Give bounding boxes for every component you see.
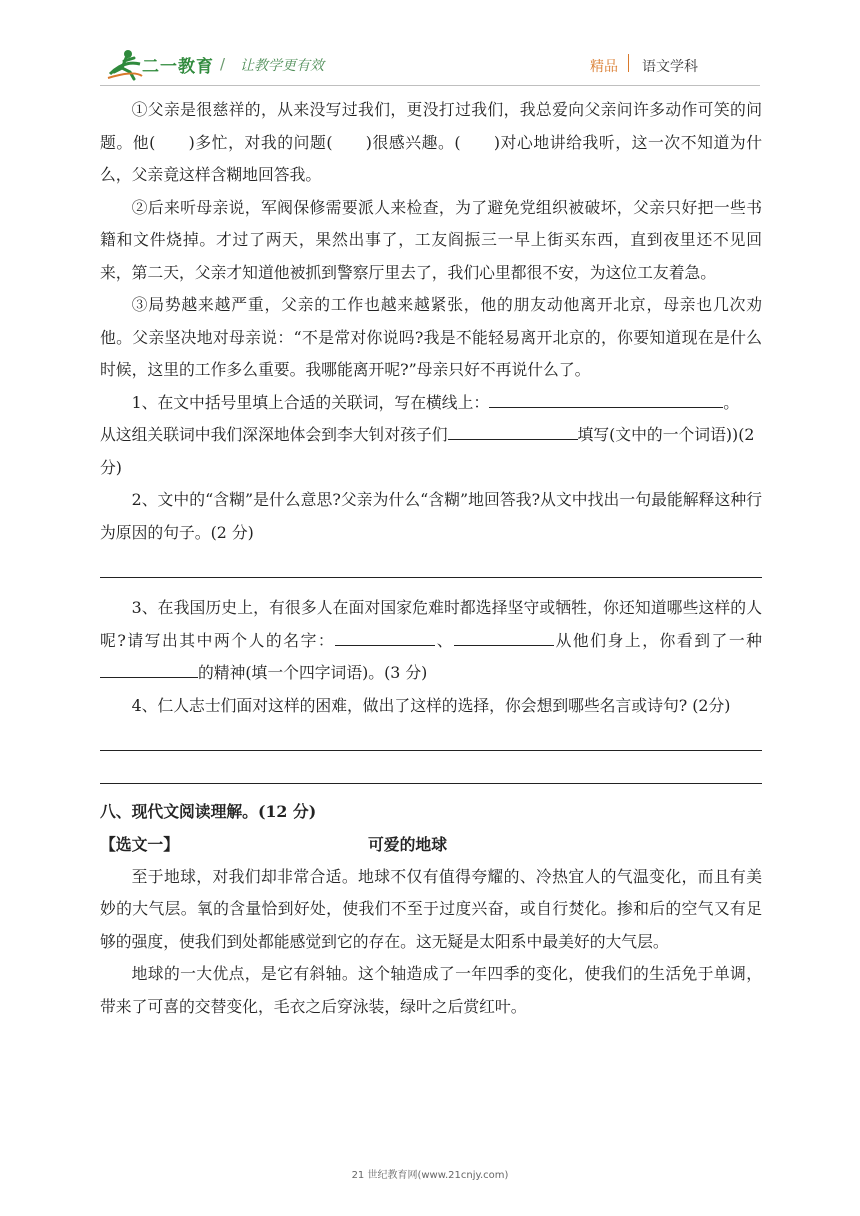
article-paragraph-1: 至于地球，对我们却非常合适。地球不仅有值得夸耀的、冷热宜人的气温变化，而且有美妙的大气层。氧的含量恰到好处，使我们不至于过度兴奋，或自行焚化。掺和后的空气又有足够的强度，使我们到处都能感觉到它的存在。这无疑是太阳系中最美好的大气层。 xyxy=(100,866,762,951)
question-3-text-b: 、 xyxy=(435,630,455,650)
subject-tag: 语文学科 xyxy=(642,59,698,75)
page-header xyxy=(0,0,860,92)
question-3-text-a: 3、在我国历史上，有很多人在面对国家危难时都选择坚守或牺牲，你还知道哪些这样的人呢?请写出其中两个人的名字： xyxy=(100,598,762,650)
article-label: 【选文一】 xyxy=(100,834,179,854)
passage-paragraph-3: ③局势越来越严重，父亲的工作也越来越紧张，他的朋友动他离开北京，母亲也几次劝他。父亲坚决地对母亲说：“不是常对你说吗?我是不能轻易离开北京的，你要知道现在是什么时候，这里的工作多么重要。我哪能离开呢?”母亲只好不再说什么了。 xyxy=(100,295,762,379)
page-footer: 21 世纪教育网(www.21cnjy.com) xyxy=(351,1170,509,1181)
passage-paragraph-1: ①父亲是很慈祥的，从来没写过我们，更没打过我们，我总爱向父亲问许多动作可笑的问题。他( )多忙，对我的问题( )很感兴趣。( )对心地讲给我听，这一次不知道为什么，父亲竟这样含糊地回答我。 xyxy=(100,100,762,184)
question-1-text-d: 填写(文中的一个词语))(2 分) xyxy=(100,425,755,477)
answer-blank-name-2[interactable] xyxy=(454,627,554,646)
passage-paragraph-2: ②后来听母亲说，军阀保修需要派人来检查，为了避免党组织被破坏，父亲只好把一些书籍和文件烧掉。才过了两天，果然出事了，工友阎振三一早上街买东西，直到夜里还不见回来，第二天，父亲才知道他被抓到警察厅里去了，我们心里都很不安，为这位工友着急。 xyxy=(100,197,762,282)
question-1 xyxy=(100,387,762,420)
question-3-text-c: 从他们身上，你看到了一种 xyxy=(554,630,762,650)
header-slogan: 让教学更有效 xyxy=(240,58,324,74)
document-body xyxy=(100,94,762,1023)
article-paragraph-2: 地球的一大优点，是它有斜轴。这个轴造成了一年四季的变化，使我们的生活免于单调，带来了可喜的交替变化，毛衣之后穿泳装，绿叶之后赏红叶。 xyxy=(100,964,762,1016)
header-rule xyxy=(100,85,760,86)
section-8-title: 八、现代文阅读理解。(12 分) xyxy=(100,802,317,821)
question-1-text-c: 从这组关联词中我们深深地体会到李大钊对孩子们 xyxy=(100,425,448,444)
question-2: 2、文中的“含糊”是什么意思?父亲为什么“含糊”地回答我?从文中找出一句最能解释这种行为原因的句子。(2 分) xyxy=(100,490,762,542)
answer-blank-2[interactable] xyxy=(448,421,578,440)
header-slash: / xyxy=(220,55,226,73)
article-title: 可爱的地球 xyxy=(368,834,447,854)
question-1-continued xyxy=(100,419,762,484)
header-divider xyxy=(628,54,629,72)
brand-name: 二一教育 xyxy=(142,57,214,77)
answer-blank-spirit[interactable] xyxy=(100,659,198,678)
question-4: 4、仁人志士们面对这样的困难，做出了这样的选择，你会想到哪些名言或诗句? (2分) xyxy=(131,695,731,715)
answer-blank-1[interactable] xyxy=(489,389,723,408)
answer-blank-name-1[interactable] xyxy=(335,627,435,646)
article-heading xyxy=(100,829,762,861)
question-3-text-d: 的精神(填一个四字词语)。(3 分) xyxy=(198,663,428,682)
question-3 xyxy=(100,592,762,690)
quality-tag: 精品 xyxy=(590,59,618,75)
question-1-text-b: 。 xyxy=(723,392,739,412)
question-1-text-a: 1、在文中括号里填上合适的关联词，写在横线上： xyxy=(131,392,490,412)
